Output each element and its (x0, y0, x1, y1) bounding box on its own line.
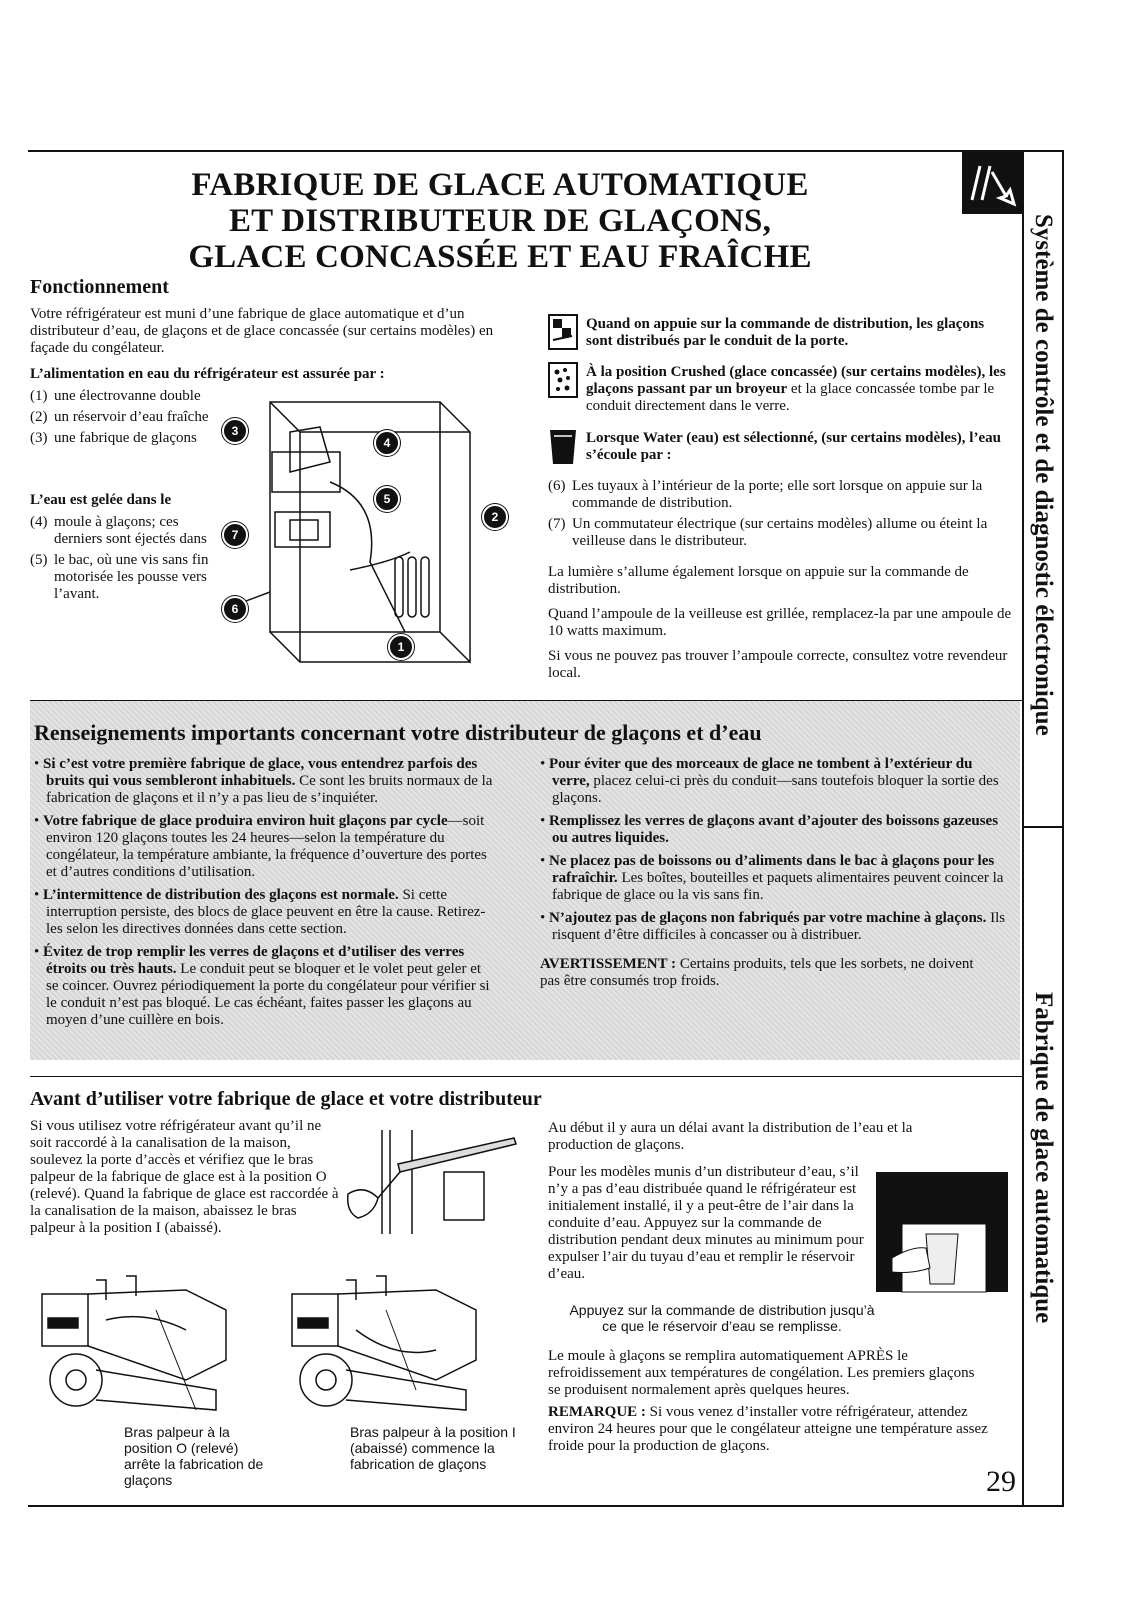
callout-badge-2: 2 (482, 504, 508, 530)
callout-badge-4: 4 (374, 430, 400, 456)
icemaker-arm-up-illustration (36, 1270, 236, 1420)
light-note: La lumière s’allume également lorsque on appuie sur la commande de distribution. (548, 564, 969, 597)
list-item: • Remplissez les verres de glaçons avant d’ajouter des boissons gazeuses ou autres liquides. (540, 813, 999, 846)
caption-arm-up: Bras palpeur à la position O (relevé) arrête la fabrication de glaçons (124, 1424, 264, 1488)
important-left-list (34, 756, 494, 1035)
list-item: (7) Un commutateur électrique (sur certains modèles) allume ou éteint la veilleuse dans le distributeur. (548, 516, 988, 549)
title-line-1: FABRIQUE DE GLACE AUTOMATIQUE (191, 167, 809, 203)
crushed-ice-icon (548, 362, 578, 398)
list-item: • L’intermittence de distribution des glaçons est normale. Si cette interruption persiste, des blocs de glace peuvent en être la cause. Retirez-les selon les directives données dans cette section. (34, 887, 486, 937)
right-frame (1062, 150, 1064, 1506)
avant-delay-note: Au début il y aura un délai avant la distribution de l’eau et la production de glaçons. (548, 1120, 913, 1153)
avant-remark: REMARQUE : Si vous venez d’installer votre réfrigérateur, attendez environ 24 heures pour que le congélateur atteigne une température assez froide pour la production de glaçons. (548, 1404, 988, 1454)
dealer-note: Si vous ne pouvez pas trouver l’ampoule correcte, consultez votre revendeur local. (548, 648, 1008, 681)
side-tab-diagnostic: Système de contrôle et de diagnostic électronique (1030, 214, 1057, 736)
ice-heading: L’eau est gelée dans le (30, 492, 172, 508)
ice-list (30, 514, 215, 607)
side-tab-divider (1022, 826, 1064, 828)
callout-badge-5: 5 (374, 486, 400, 512)
list-item: (6) Les tuyaux à l’intérieur de la porte; elle sort lorsque on appuie sur la commande de distribution. (548, 478, 983, 511)
callout-badge-3: 3 (222, 418, 248, 444)
icemaker-arm-down-illustration (286, 1270, 486, 1420)
access-door-illustration (344, 1124, 524, 1244)
dispense-note: Quand on appuie sur la commande de distribution, les glaçons sont distribués par le conduit de la porte. (586, 316, 985, 349)
list-item: • Ne placez pas de boissons ou d’aliments dans le bac à glaçons pour les rafraîchir. Les boîtes, bouteilles et paquets alimentaires peuvent coincer la fabrique de glace ou la vis sans fin. (540, 853, 1004, 903)
title-line-2: ET DISTRIBUTEUR DE GLAÇONS, (228, 203, 772, 239)
section-heading-fonctionnement: Fonctionnement (30, 276, 169, 298)
top-rule (28, 150, 1064, 152)
avant-top-rule (30, 1076, 1022, 1077)
ice-cube-dispense-icon (548, 314, 578, 350)
list-item: • Si c’est votre première fabrique de glace, vous entendrez parfois des bruits qui vous sembleront inhabituels. Ce sont les bruits normaux de la fabrication de glaçons et il n’y a pas lieu de s’inquiéter. (34, 756, 493, 806)
callout-badge-1: 1 (388, 634, 414, 660)
side-tab-icemaker: Fabrique de glace automatique (1030, 992, 1057, 1324)
list-item: (1) une électrovanne double (30, 388, 201, 404)
dispenser-illustration (872, 1168, 1012, 1318)
water-path-list (548, 478, 1018, 554)
list-item: • Votre fabrique de glace produira environ huit glaçons par cycle—soit environ 120 glaçons toutes les 24 heures—selon la température du congélateur, la température ambiante, la fréquence d’ouverture des portes et d’autres conditions d’utilisation. (34, 813, 487, 880)
bulb-note: Quand l’ampoule de la veilleuse est grillée, remplacez-la par une ampoule de 10 watts maximum. (548, 606, 1012, 639)
callout-badge-6: 6 (222, 596, 248, 622)
list-item: • Pour éviter que des morceaux de glace ne tombent à l’extérieur du verre, placez celui-ci près du conduit—sans toutefois bloquer la sortie des glaçons. (540, 756, 999, 806)
side-divider (1022, 150, 1024, 1506)
caption-arm-down: Bras palpeur à la position I (abaissé) commence la fabrication de glaçons (350, 1424, 516, 1472)
list-item: (4) moule à glaçons; ces derniers sont éjectés dans (30, 514, 207, 547)
title-line-3: GLACE CONCASSÉE ET EAU FRAÎCHE (188, 239, 812, 275)
list-item: • Évitez de trop remplir les verres de glaçons et d’utiliser des verres étroits ou très hauts. Le conduit peut se bloquer et le volet peut geler et se coincer. Ouvrez périodiquement la porte du congélateur pour vérifier si le conduit n’est pas bloqué. Le cas échéant, faites passer les glaçons au moyen d’une cuillère en bois. (34, 944, 490, 1028)
water-note: Lorsque Water (eau) est sélectionné, (sur certains modèles), l’eau s’écoule par : (586, 430, 1001, 463)
fonctionnement-intro: Votre réfrigérateur est muni d’une fabrique de glace automatique et d’un distributeur d’eau, de glaçons et de glace concassée (sur certains modèles) en façade du congélateur. (30, 306, 494, 356)
page-title (150, 167, 850, 275)
avant-heading: Avant d’utiliser votre fabrique de glace et votre distributeur (30, 1088, 542, 1110)
list-item: (3) une fabrique de glaçons (30, 430, 197, 446)
page-number: 29 (986, 1465, 1016, 1498)
warning-note: AVERTISSEMENT : Certains produits, tels que les sorbets, ne doivent pas être consumés trop froids. (540, 956, 974, 989)
dispenser-caption: Appuyez sur la commande de distribution jusqu’à ce que le réservoir d’eau se remplisse. (569, 1302, 875, 1334)
callout-badge-7: 7 (222, 522, 248, 548)
water-supply-list (30, 388, 210, 451)
avant-air-note: Pour les modèles munis d’un distributeur d’eau, s’il n’y a pas d’eau distribuée quand le réfrigérateur est initialement installé, il y a peut-être de l’air dans la conduite d’eau. Appuyez sur la commande de distribution pendant deux minutes au minimum pour expulser l’air du tuyau d’eau et remplir le réservoir d’eau. (548, 1164, 864, 1282)
avant-mold-note: Le moule à glaçons se remplira automatiquement APRÈS le refroidissement aux températures de congélation. Les premiers glaçons se produisent normalement après quelques heures. (548, 1348, 975, 1398)
important-heading: Renseignements importants concernant votre distributeur de glaçons et d’eau (34, 720, 762, 745)
water-supply-heading: L’alimentation en eau du réfrigérateur est assurée par : (30, 366, 385, 382)
bottom-rule (28, 1505, 1064, 1507)
water-glass-icon (548, 428, 578, 466)
important-right-list (540, 756, 1010, 950)
corner-logo-icon (962, 152, 1022, 214)
list-item: • N’ajoutez pas de glaçons non fabriqués par votre machine à glaçons. Ils risquent d’être difficiles à concasser ou à distribuer. (540, 910, 1006, 943)
avant-left-para: Si vous utilisez votre réfrigérateur avant qu’il ne soit raccordé à la canalisation de la maison, soulevez la porte d’accès et vérifiez que le bras palpeur de la fabrique de glace est à la position O (relevé). Quand la fabrique de glace est raccordée à la canalisation de la maison, abaissez le bras palpeur à la position I (abaissé). (30, 1118, 339, 1236)
important-top-rule (30, 700, 1022, 701)
list-item: (5) le bac, où une vis sans fin motorisée les pousse vers l’avant. (30, 552, 209, 602)
list-item: (2) un réservoir d’eau fraîche (30, 409, 209, 425)
crushed-note: À la position Crushed (glace concassée) (sur certains modèles), les glaçons passant par un broyeur et la glace concassée tombe par le conduit directement dans le verre. (586, 364, 1006, 414)
